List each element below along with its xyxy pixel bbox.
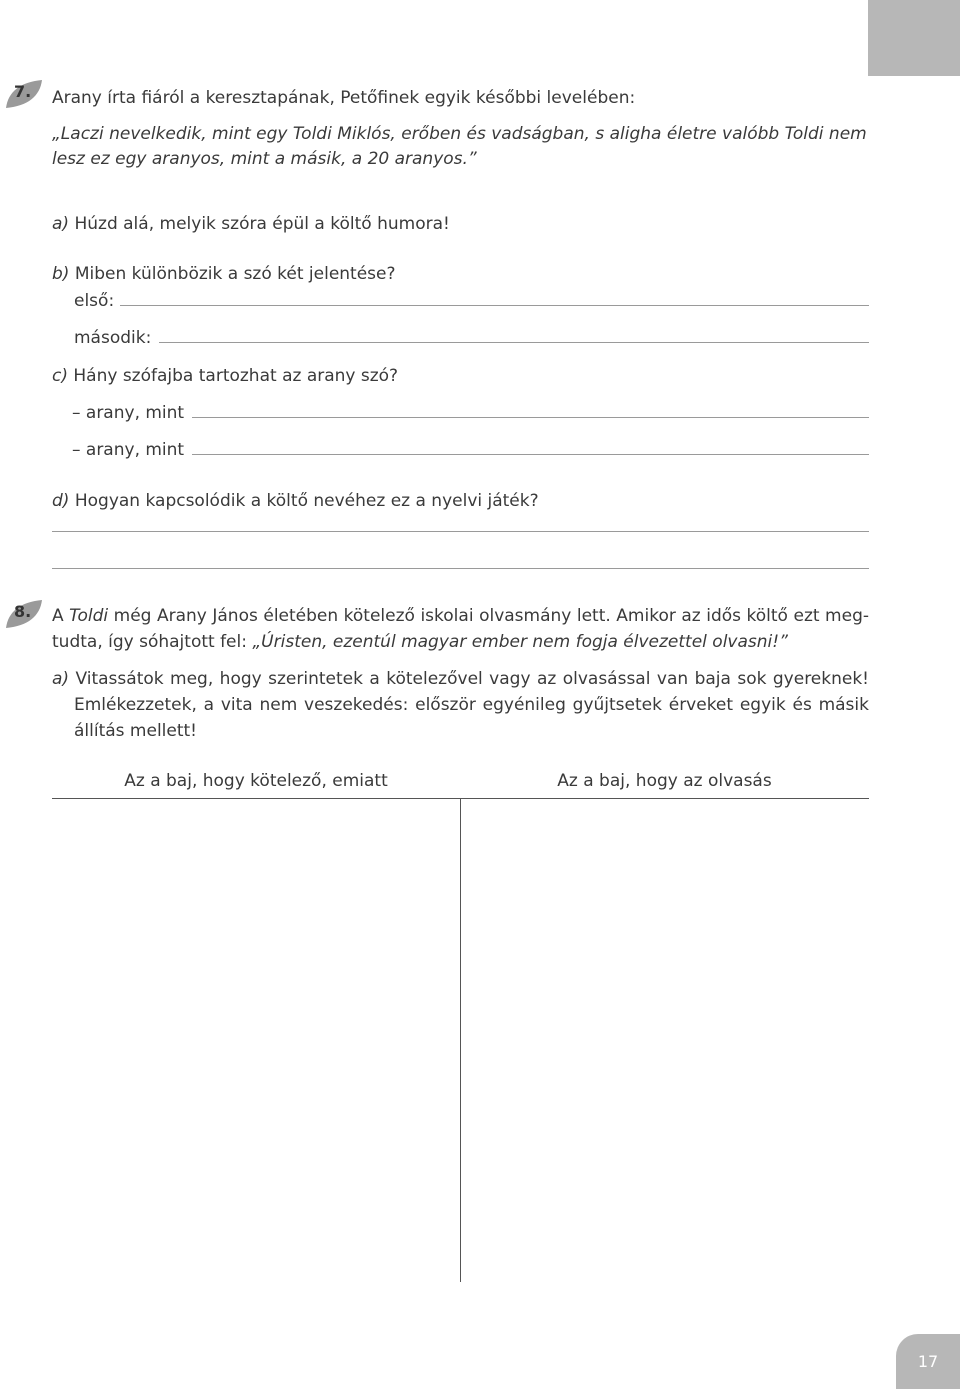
- right-column-writing-area[interactable]: [463, 800, 869, 1280]
- task-7b: [52, 261, 396, 287]
- task-marker: c): [52, 366, 68, 386]
- task-8a-line-3: állítás mellett!: [74, 721, 198, 741]
- book-title: Toldi: [69, 606, 109, 626]
- task-marker: a): [52, 669, 70, 689]
- question-8-line-1: [52, 603, 869, 629]
- answer-line-7d-2[interactable]: [52, 568, 869, 569]
- quote-line-1: „Laczi nevelkedik, mint egy Toldi Miklós, erőben és vadságban, s aligha életre valóbb Toldi nem: [52, 124, 867, 144]
- task-marker: b): [52, 264, 70, 284]
- second-meaning-answer-line[interactable]: [159, 342, 869, 343]
- text-fragment: tudta, így sóhajtott fel:: [52, 632, 247, 652]
- task-8a-line-2: Emlékezzetek, a vita nem veszekedés: először egyénileg gyűjtsetek érveket egyik és másik: [74, 695, 869, 715]
- question-7-number: 7.: [14, 82, 32, 101]
- page-number: 17: [917, 1352, 939, 1371]
- word-class-item-2: – arany, mint: [72, 440, 185, 460]
- word-class-answer-line-1[interactable]: [192, 417, 869, 418]
- task-7d: [52, 488, 539, 514]
- left-column-writing-area[interactable]: [52, 800, 458, 1280]
- task-text: Hány szófajba tartozhat az arany szó?: [73, 366, 399, 386]
- question-8-line-2: [52, 629, 788, 655]
- task-marker: a): [52, 214, 70, 234]
- task-text: Húzd alá, melyik szóra épül a költő humora!: [74, 214, 450, 234]
- question-8-badge: [4, 598, 42, 626]
- answer-line-7d-1[interactable]: [52, 531, 869, 532]
- task-text: Hogyan kapcsolódik a költő nevéhez ez a nyelvi játék?: [74, 491, 539, 511]
- second-meaning-label: második:: [74, 328, 152, 348]
- word-class-answer-line-2[interactable]: [192, 454, 869, 455]
- table-column-divider: [460, 798, 461, 1282]
- task-7a: [52, 211, 450, 237]
- text-fragment: még Arany János életében kötelező iskolai olvasmány lett. Amikor az idős költő ezt meg-: [113, 606, 870, 626]
- corner-tab: [868, 0, 960, 76]
- first-meaning-answer-line[interactable]: [120, 305, 869, 306]
- task-text: Vitassátok meg, hogy szerintetek a kötelezővel vagy az olvasással van baja sok gyereknek!: [75, 669, 870, 689]
- table-left-header: Az a baj, hogy kötelező, emiatt: [124, 771, 388, 791]
- quote-line-2: lesz ez egy aranyos, mint a másik, a 20 aranyos.”: [52, 149, 477, 169]
- task-8a-line-1: [52, 666, 869, 692]
- task-text: Miben különbözik a szó két jelentése?: [74, 264, 396, 284]
- task-7c: [52, 363, 398, 389]
- first-meaning-label: első:: [74, 291, 115, 311]
- question-7-intro: Arany írta fiáról a keresztapának, Petőfinek egyik későbbi levelében:: [52, 88, 636, 108]
- text-fragment: A: [52, 606, 64, 626]
- task-marker: d): [52, 491, 70, 511]
- word-class-item-1: – arany, mint: [72, 403, 185, 423]
- table-right-header: Az a baj, hogy az olvasás: [557, 771, 772, 791]
- question-8-number: 8.: [14, 602, 32, 621]
- question-7-badge: [4, 78, 42, 106]
- poet-quote: „Úristen, ezentúl magyar ember nem fogja élvezettel olvasni!”: [252, 632, 788, 652]
